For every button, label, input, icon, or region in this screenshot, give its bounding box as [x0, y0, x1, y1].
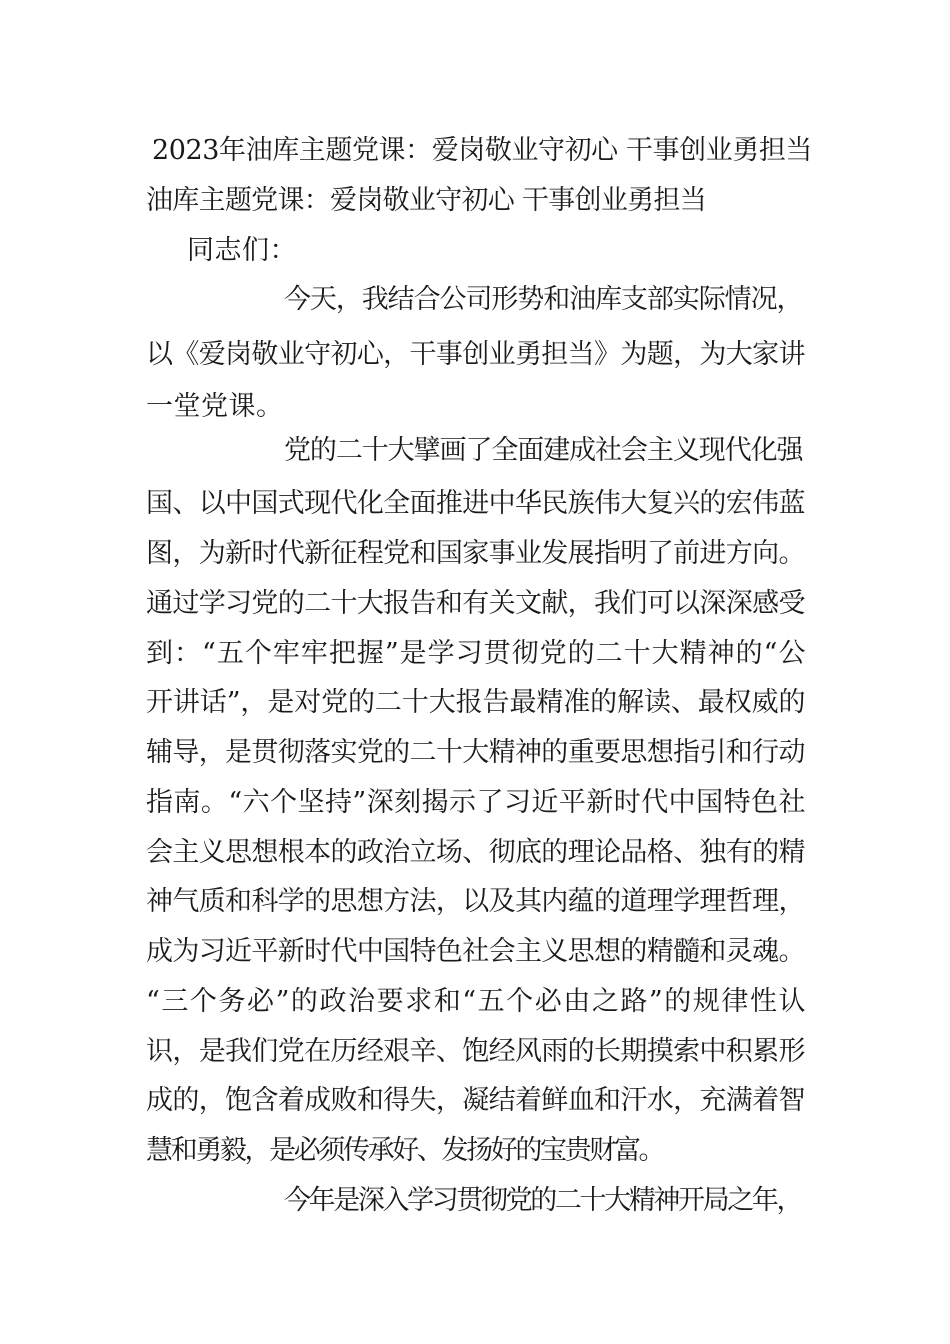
- paragraph-line: 今年是深入学习贯彻党的二十大精神开局之年，: [284, 1185, 802, 1216]
- paragraph-line: 识，是我们党在历经艰辛、饱经风雨的长期摸索中积累形: [146, 1036, 805, 1067]
- paragraph-line: 国、以中国式现代化全面推进中华民族伟大复兴的宏伟蓝: [146, 488, 805, 519]
- paragraph-line: 成的，饱含着成败和得失，凝结着鲜血和汗水，充满着智: [146, 1085, 805, 1116]
- paragraph-line: 慧和勇毅，是必须传承好、发扬好的宝贵财富。: [146, 1135, 664, 1166]
- document-subtitle: 油库主题党课：爱岗敬业守初心 干事创业勇担当: [146, 185, 706, 216]
- paragraph-line: 成为习近平新时代中国特色社会主义思想的精髓和灵魂。: [146, 936, 805, 967]
- paragraph-line: 一堂党课。: [146, 391, 284, 422]
- paragraph-line: 党的二十大擘画了全面建成社会主义现代化强: [284, 435, 803, 466]
- paragraph-line: 今天，我结合公司形势和油库支部实际情况，: [284, 284, 803, 315]
- paragraph-line: 辅导，是贯彻落实党的二十大精神的重要思想指引和行动: [146, 737, 805, 768]
- paragraph-line: 以《爱岗敬业守初心，干事创业勇担当》为题，为大家讲: [146, 339, 805, 370]
- paragraph-line: “三个务必”的政治要求和“五个必由之路”的规律性认: [146, 986, 808, 1017]
- paragraph-line: 指南。“六个坚持”深刻揭示了习近平新时代中国特色社: [146, 787, 806, 818]
- salutation: 同志们：: [187, 235, 297, 266]
- paragraph-line: 图，为新时代新征程党和国家事业发展指明了前进方向。: [146, 538, 805, 569]
- document-title: 2023年油库主题党课：爱岗敬业守初心 干事创业勇担当: [152, 135, 812, 166]
- paragraph-line: 到：“五个牢牢把握”是学习贯彻党的二十大精神的“公: [146, 638, 807, 669]
- paragraph-line: 会主义思想根本的政治立场、彻底的理论品格、独有的精: [146, 837, 805, 868]
- paragraph-line: 神气质和科学的思想方法，以及其内蕴的道理学理哲理，: [146, 886, 805, 917]
- paragraph-line: 通过学习党的二十大报告和有关文献，我们可以深深感受: [146, 588, 805, 619]
- paragraph-line: 开讲话”，是对党的二十大报告最精准的解读、最权威的: [146, 687, 806, 718]
